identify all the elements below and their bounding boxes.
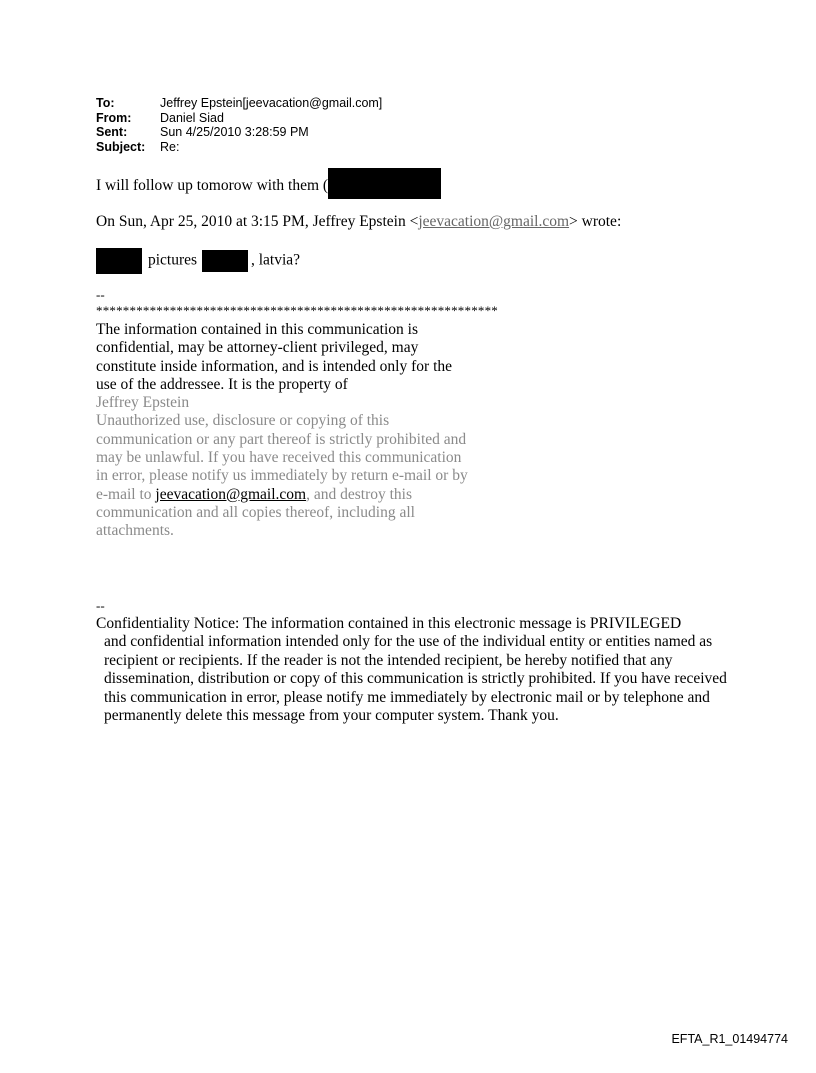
redaction-block xyxy=(96,248,142,274)
document-id: EFTA_R1_01494774 xyxy=(671,1032,788,1046)
redaction-block xyxy=(202,250,248,272)
notice-first-line: Confidentiality Notice: The information contained in this electronic message is PRIVILEGED xyxy=(96,615,682,632)
quote-intro xyxy=(96,213,621,231)
to-row xyxy=(96,96,382,111)
disclaimer-name: Jeffrey Epstein xyxy=(96,394,190,412)
subject-value: Re: xyxy=(160,139,180,154)
disclaimer-grey xyxy=(96,412,468,539)
sent-value: Sun 4/25/2010 3:28:59 PM xyxy=(160,125,309,139)
quoted-word-2: , latvia? xyxy=(250,251,301,269)
quote-intro-prefix: On Sun, Apr 25, 2010 at 3:15 PM, Jeffrey Epstein < xyxy=(96,213,419,230)
from-row xyxy=(96,111,382,126)
from-value: Daniel Siad xyxy=(160,110,224,125)
disclaimer-grey-1: Unauthorized use, disclosure or copying of this communication or any part thereof is strictly prohibited and may be unlawful. If you have received this communication in error, please notify us immediately by return e-mail or by e-mail to xyxy=(96,412,468,503)
subject-row xyxy=(96,140,382,155)
reply-line xyxy=(96,174,441,199)
quote-intro-suffix: > wrote: xyxy=(569,213,622,230)
quote-email-link[interactable]: jeevacation@gmail.com xyxy=(418,213,570,230)
notice-dash: -- xyxy=(96,598,105,613)
asterisk-divider: ************************************************************ xyxy=(96,303,498,318)
subject-label: Subject: xyxy=(96,139,146,154)
notice-rest: and confidential information intended only for the use of the individual entity or entities named as recipient or recipients. If the reader is not the intended recipient, be hereby notified that any dissemination, distribution or copy of this communication is strictly prohibited. If you have received this communication in error, please notify me immediately by electronic mail or by telephone and permanently delete this message from your computer system. Thank you. xyxy=(104,633,727,725)
quoted-message xyxy=(96,248,300,274)
disclaimer-email-link[interactable]: jeevacation@gmail.com xyxy=(155,485,307,503)
disclaimer xyxy=(96,321,476,541)
email-header xyxy=(96,96,382,154)
disclaimer-black: The information contained in this communication is confidential, may be attorney-client privileged, may constitute inside information, and is intended only for the use of the addressee. It is the property of xyxy=(96,321,453,393)
from-label: From: xyxy=(96,110,132,125)
reply-text: I will follow up tomorow with them ( xyxy=(96,177,329,195)
quoted-word-1: pictures xyxy=(148,251,198,269)
sent-label: Sent: xyxy=(96,125,128,139)
signature-dash: -- xyxy=(96,287,105,302)
sent-row xyxy=(96,125,382,140)
to-label: To: xyxy=(96,96,115,110)
redaction-block xyxy=(328,168,441,199)
disclaimer-grey-2: , and destroy this communication and all copies thereof, including all attachments. xyxy=(96,485,415,540)
confidentiality-notice xyxy=(96,615,736,725)
to-value: Jeffrey Epstein[jeevacation@gmail.com] xyxy=(160,96,383,110)
